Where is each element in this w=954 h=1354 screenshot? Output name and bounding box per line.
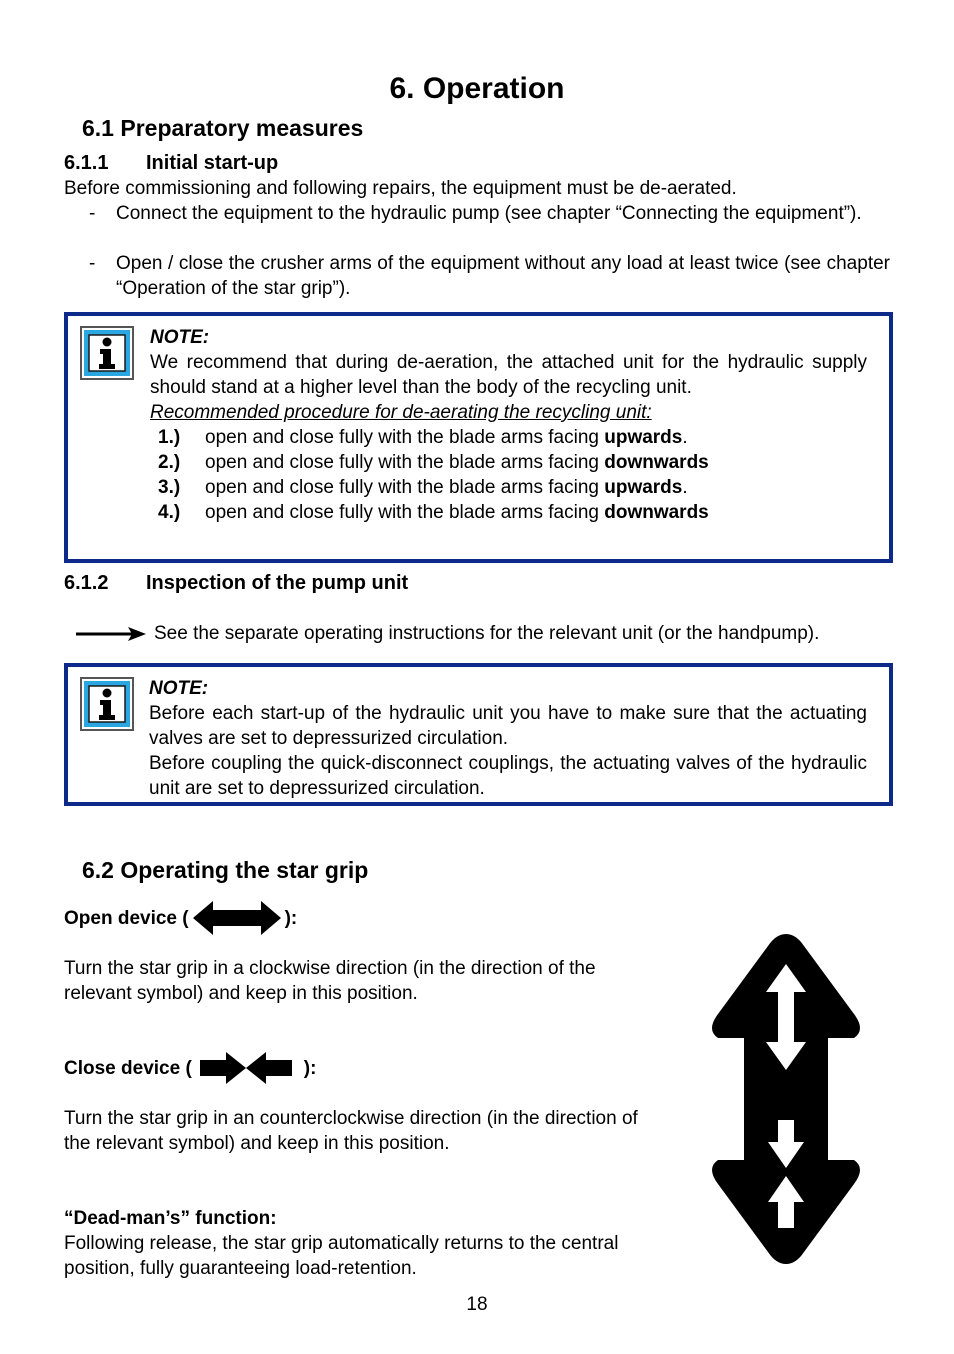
close-device-label: Close device ( ): [64, 1048, 316, 1088]
note-content [149, 676, 867, 801]
note-title: NOTE: [149, 678, 209, 699]
procedure-step [150, 450, 867, 475]
step-number: 1.) [158, 427, 181, 448]
arrow-right-icon [76, 624, 148, 644]
note-box-valves [64, 663, 893, 806]
bullet-item [64, 201, 890, 226]
bullet-item [64, 251, 890, 301]
note-content [150, 325, 867, 525]
section-title: Initial start-up [146, 152, 279, 174]
info-icon [80, 677, 134, 731]
procedure-heading: Recommended procedure for de-aerating the recycling unit: [150, 402, 652, 423]
note-text: Before coupling the quick-disconnect couplings, the actuating valves of the hydraulic unit are set to depressurized circulation. [149, 753, 867, 799]
step-number: 3.) [158, 477, 181, 498]
section-title: Inspection of the pump unit [146, 572, 409, 594]
note-box-deaeration [64, 312, 893, 563]
procedure-step [150, 425, 867, 450]
note-text: We recommend that during de-aeration, the attached unit for the hydraulic supply should stand at a higher level than the body of the recycling unit. [150, 352, 867, 398]
bullet-dash: - [89, 253, 96, 274]
section-number: 6.1.1 [64, 152, 109, 174]
section-6-1-1-heading [64, 150, 278, 176]
page-title: 6. Operation [389, 72, 565, 105]
section-6-2-heading: 6.2 Operating the star grip [82, 857, 369, 883]
section-number: 6.1.2 [64, 572, 109, 594]
step-text: open and close fully with the blade arms facing upwards. [205, 477, 688, 498]
note-text: Before each start-up of the hydraulic unit you have to make sure that the actuating valves are set to depressurized circulation. [149, 703, 867, 749]
converging-arrows-close-icon [198, 1048, 302, 1088]
bullet-dash: - [89, 203, 96, 224]
note-title: NOTE: [150, 327, 210, 348]
step-text: open and close fully with the blade arms facing upwards. [205, 427, 688, 448]
deadman-text: Following release, the star grip automatically returns to the central position, fully guaranteeing load-retention. [64, 1233, 619, 1279]
bullet-text: Connect the equipment to the hydraulic pump (see chapter “Connecting the equipment”). [116, 203, 862, 224]
open-device-label: Open device ( ): [64, 898, 297, 938]
procedure-step [150, 500, 867, 525]
reference-text: See the separate operating instructions for the relevant unit (or the handpump). [154, 623, 820, 644]
open-device-text: Turn the star grip in a clockwise direction (in the direction of the relevant symbol) and keep in this position. [64, 958, 596, 1004]
step-number: 4.) [158, 502, 181, 523]
page-number: 18 [466, 1294, 488, 1315]
section-6-1-2-heading [64, 570, 408, 596]
bullet-text: Open / close the crusher arms of the equipment without any load at least twice (see chapter “Operation of the star grip”). [116, 253, 890, 299]
section-6-1-heading: 6.1 Preparatory measures [82, 115, 364, 141]
step-text: open and close fully with the blade arms facing downwards [205, 452, 709, 473]
close-device-text: Turn the star grip in an counterclockwise direction (in the direction of the relevant symbol) and keep in this position. [64, 1108, 638, 1154]
intro-paragraph: Before commissioning and following repairs, the equipment must be de-aerated. [64, 178, 737, 199]
double-arrow-open-icon [191, 898, 283, 938]
star-grip-symbol-icon [706, 930, 866, 1268]
step-text: open and close fully with the blade arms facing downwards [205, 502, 709, 523]
procedure-step [150, 475, 867, 500]
info-icon [80, 326, 134, 380]
deadman-label: “Dead-man’s” function: [64, 1208, 277, 1229]
step-number: 2.) [158, 452, 181, 473]
